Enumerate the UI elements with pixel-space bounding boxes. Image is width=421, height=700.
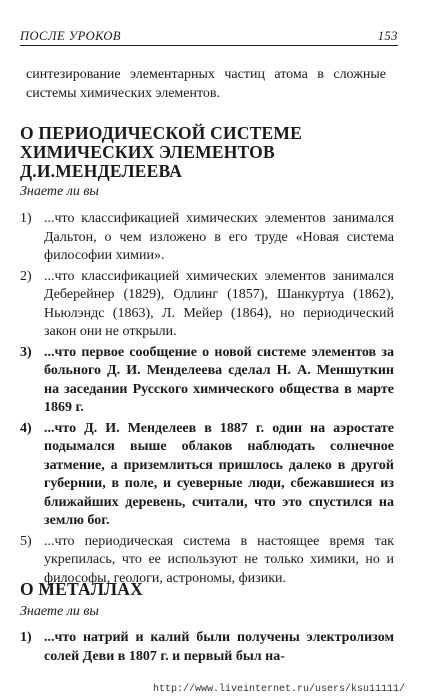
list-item — [20, 268, 394, 342]
intro-paragraph: синтезирование элементарных частиц атома в сложные системы химических элементов. — [26, 67, 386, 101]
section-subheading-did-you-know: Знаете ли вы — [20, 184, 99, 199]
list-item — [20, 344, 394, 418]
periodic-facts-list — [20, 210, 394, 588]
list-item — [20, 629, 394, 666]
item-number: 5) — [20, 533, 32, 549]
item-number: 2) — [20, 268, 32, 284]
running-title: ПОСЛЕ УРОКОВ — [20, 29, 122, 43]
metals-facts-list — [20, 629, 394, 666]
item-text: ...что натрий и калий были получены электролизом солей Деви в 1807 г. и первый был на- — [44, 630, 394, 664]
item-text: ...что классификацией химических элементов занимался Деберейнер (1829), Одлинг (1857), Шанкуртуа (1862), Ньюлэндс (1863), Л. Мейер (1864), но периодический закон они не открыли. — [44, 268, 394, 339]
item-number: 1) — [20, 211, 32, 226]
page-number: 153 — [377, 29, 398, 43]
section-heading-periodic-system: О ПЕРИОДИЧЕСКОЙ СИСТЕМЕ ХИМИЧЕСКИХ ЭЛЕМЕНТОВ Д.И.МЕНДЕЛЕЕВА — [20, 123, 302, 181]
item-text: ...что классификацией химических элементов занимался Дальтон, о чем изложено в его труде «Новая система философии химии». — [44, 211, 394, 263]
item-text: ...что первое сообщение о новой системе элементов за больного Д. И. Менделеева сделал Н. А. Меншуткин на заседании Русского химического общества в марте 1869 г. — [44, 344, 394, 415]
item-number: 4) — [20, 420, 32, 436]
item-number: 1) — [20, 630, 32, 645]
list-item — [20, 210, 394, 266]
section-heading-metals: О МЕТАЛЛАХ — [20, 579, 143, 599]
running-header — [20, 29, 398, 46]
item-text: ...что Д. И. Менделеев в 1887 г. один на аэростате подымался выше облаков наблюдать солнечное затмение, а приземлиться пришлось далеко в другой губернии, в поле, и суеверные люди, сбежавшиеся из ближайших деревень, считали, что это спустился на землю бог. — [44, 420, 394, 528]
item-text: ...что периодическая система в настоящее время так укрепилась, что ее используют не только химики, но и философы, геологи, астрономы, физики. — [44, 533, 394, 586]
list-item — [20, 420, 394, 531]
section-subheading-did-you-know: Знаете ли вы — [20, 604, 99, 619]
item-number: 3) — [20, 344, 32, 360]
source-url-watermark: http://www.liveinternet.ru/users/ksu11111/ — [152, 684, 405, 695]
